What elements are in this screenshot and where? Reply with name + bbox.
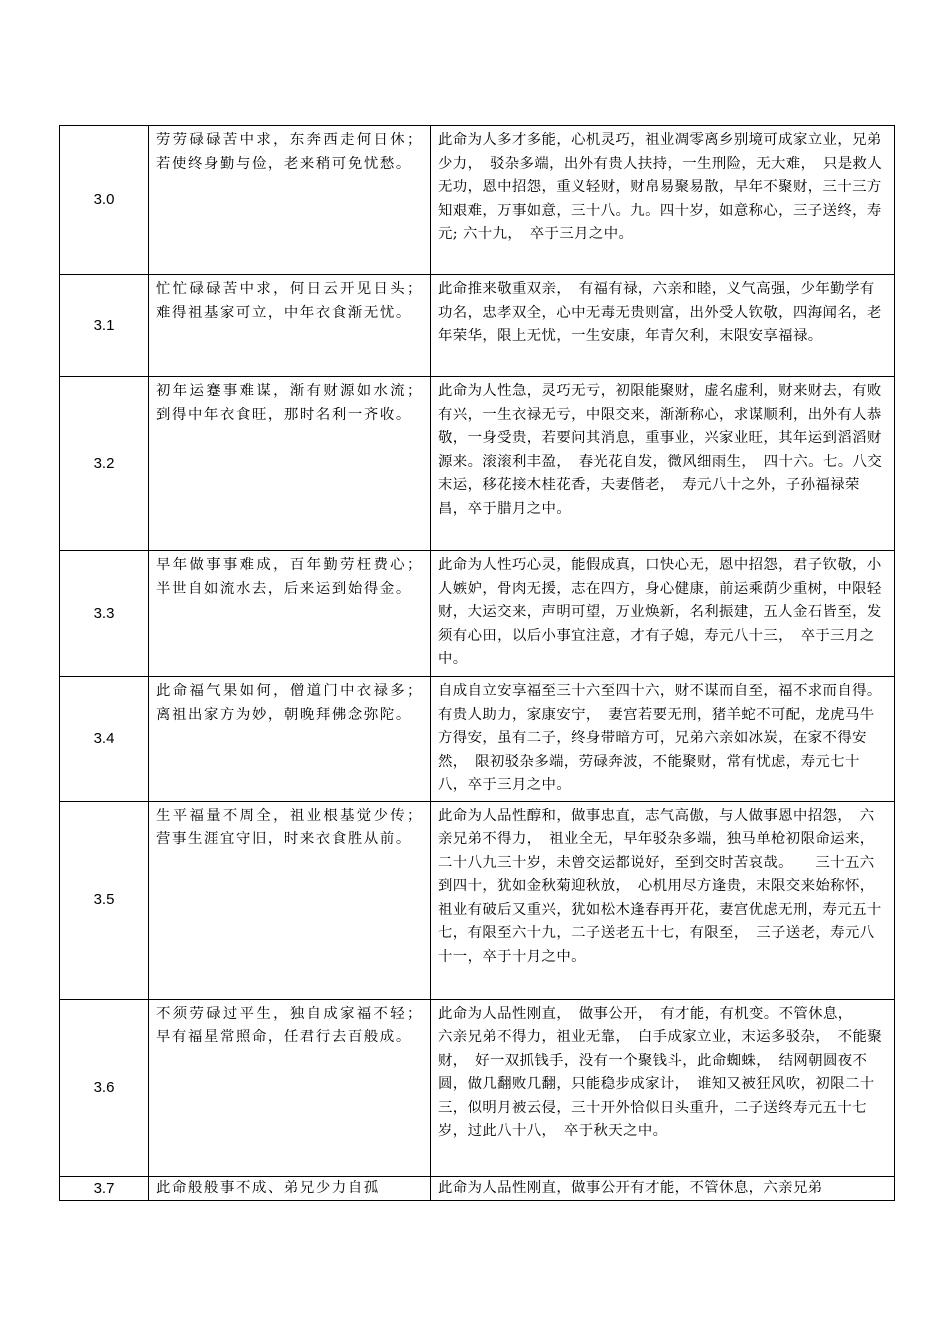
verse-text: 不须劳碌过平生，独自成家福不轻；早有福星常照命，任君行去百般成。 [149, 999, 431, 1176]
verse-text: 忙忙碌碌苦中求，何日云开见日头；难得祖基家可立，中年衣食渐无忧。 [149, 275, 431, 377]
table-row [60, 1176, 895, 1201]
description-text: 此命为人性急，灵巧无亏，初限能聚财，虚名虚利，财来财去，有败有兴，一生衣禄无亏，中限交来，渐渐称心，求谋顺利，出外有人恭敬，一身受贵，若要问其消息，重事业，兴家业旺，其年运到滔滔财源来。滚滚利丰盈， 春光花自发，微风细雨生， 四十六。七。八交末运，移花接木桂花香，夫妻偕老， 寿元八十之外，子孙福禄荣昌，卒于腊月之中。 [431, 377, 895, 551]
table-row [60, 275, 895, 377]
table-row [60, 801, 895, 999]
row-number: 3.7 [60, 1176, 149, 1201]
table-row [60, 126, 895, 275]
row-number: 3.6 [60, 999, 149, 1176]
verse-text: 此命福气果如何，僧道门中衣禄多；离祖出家方为妙，朝晚拜佛念弥陀。 [149, 677, 431, 802]
description-text: 此命为人性巧心灵，能假成真，口快心无，恩中招怨，君子钦敬，小人嫉妒，骨肉无援，志在四方，身心健康，前运乘荫少重树，中限轻财，大运交来，声明可望，万业焕新，名利振建，五人金石皆至，发须有心田，以后小事宜注意，才有子媳，寿元八十三， 卒于三月之中。 [431, 551, 895, 677]
verse-text: 劳劳碌碌苦中求，东奔西走何日休；若使终身勤与俭，老来稍可免忧愁。 [149, 126, 431, 275]
description-text: 此命为人品性刚直， 做事公开， 有才能，有机变。不管休息， 六亲兄弟不得力，祖业无靠， 白手成家立业，末运多驳杂， 不能聚财， 好一双抓钱手，没有一个聚钱斗，此命蜘蛛， 结网朝圆夜不圆，做几翻败几翻，只能稳步成家计， 谁知又被狂风吹，初限二十三，似明月被云侵，三十开外恰似日头重升，二子送终寿元五十七岁，过此八十八， 卒于秋天之中。 [431, 999, 895, 1176]
table-row [60, 677, 895, 802]
verse-text: 早年做事事难成，百年勤劳枉费心；半世自如流水去，后来运到始得金。 [149, 551, 431, 677]
row-number: 3.5 [60, 801, 149, 999]
description-text: 此命推来敬重双亲， 有福有禄，六亲和睦，义气高强，少年勤学有功名，忠孝双全，心中无毒无贵则富，出外受人钦敬，四海闻名，老年荣华，限上无忧，一生安康，年青欠利，末限安享福禄。 [431, 275, 895, 377]
table-row [60, 377, 895, 551]
row-number: 3.4 [60, 677, 149, 802]
row-number: 3.2 [60, 377, 149, 551]
table-row [60, 551, 895, 677]
row-number: 3.0 [60, 126, 149, 275]
row-number: 3.3 [60, 551, 149, 677]
description-text: 自成自立安享福至三十六至四十六，财不谋而自至，福不求而自得。有贵人助力，家康安宁， 妻宫若要无刑，猪羊蛇不可配，龙虎马牛方得安，虽有二子，终身带暗方可，兄弟六亲如冰炭，在家不得安然， 限初驳杂多端，劳碌奔波，不能聚财，常有忧虑，寿元七十八，卒于三月之中。 [431, 677, 895, 802]
verse-text: 初年运蹇事难谋，渐有财源如水流；到得中年衣食旺，那时名利一齐收。 [149, 377, 431, 551]
description-text: 此命为人多才多能，心机灵巧，祖业凋零离乡别境可成家立业，兄弟少力， 驳杂多端，出外有贵人扶持，一生刑险，无大难， 只是救人无功，恩中招怨，重义轻财，财帛易聚易散，早年不聚财，三十三方知艰难，万事如意，三十八。九。四十岁，如意称心，三子送终，寿元; 六十九， 卒于三月之中。 [431, 126, 895, 275]
description-text: 此命为人品性醇和，做事忠直，志气高傲，与人做事恩中招怨， 六亲兄弟不得力， 祖业全无，早年驳杂多端，独马单枪初限命运来，二十八九三十岁，未曾交运都说好，至到交时苦哀哉。 三十五六到四十，犹如金秋菊迎秋放， 心机用尽方逢贵，末限交来始称怀，祖业有破后又重兴，犹如松木逢春再开花，妻宫优虑无刑，寿元五十七，有限至六十九，二子送老五十七，有限至， 三子送老，寿元八十一，卒于十月之中。 [431, 801, 895, 999]
verse-text: 生平福量不周全，祖业根基觉少传；营事生涯宜守旧，时来衣食胜从前。 [149, 801, 431, 999]
table-row [60, 999, 895, 1176]
row-number: 3.1 [60, 275, 149, 377]
verse-text: 此命般般事不成、弟兄少力自孤 [149, 1176, 431, 1201]
description-text: 此命为人品性刚直，做事公开有才能，不管休息，六亲兄弟 [431, 1176, 895, 1201]
fortune-table [59, 125, 895, 1201]
